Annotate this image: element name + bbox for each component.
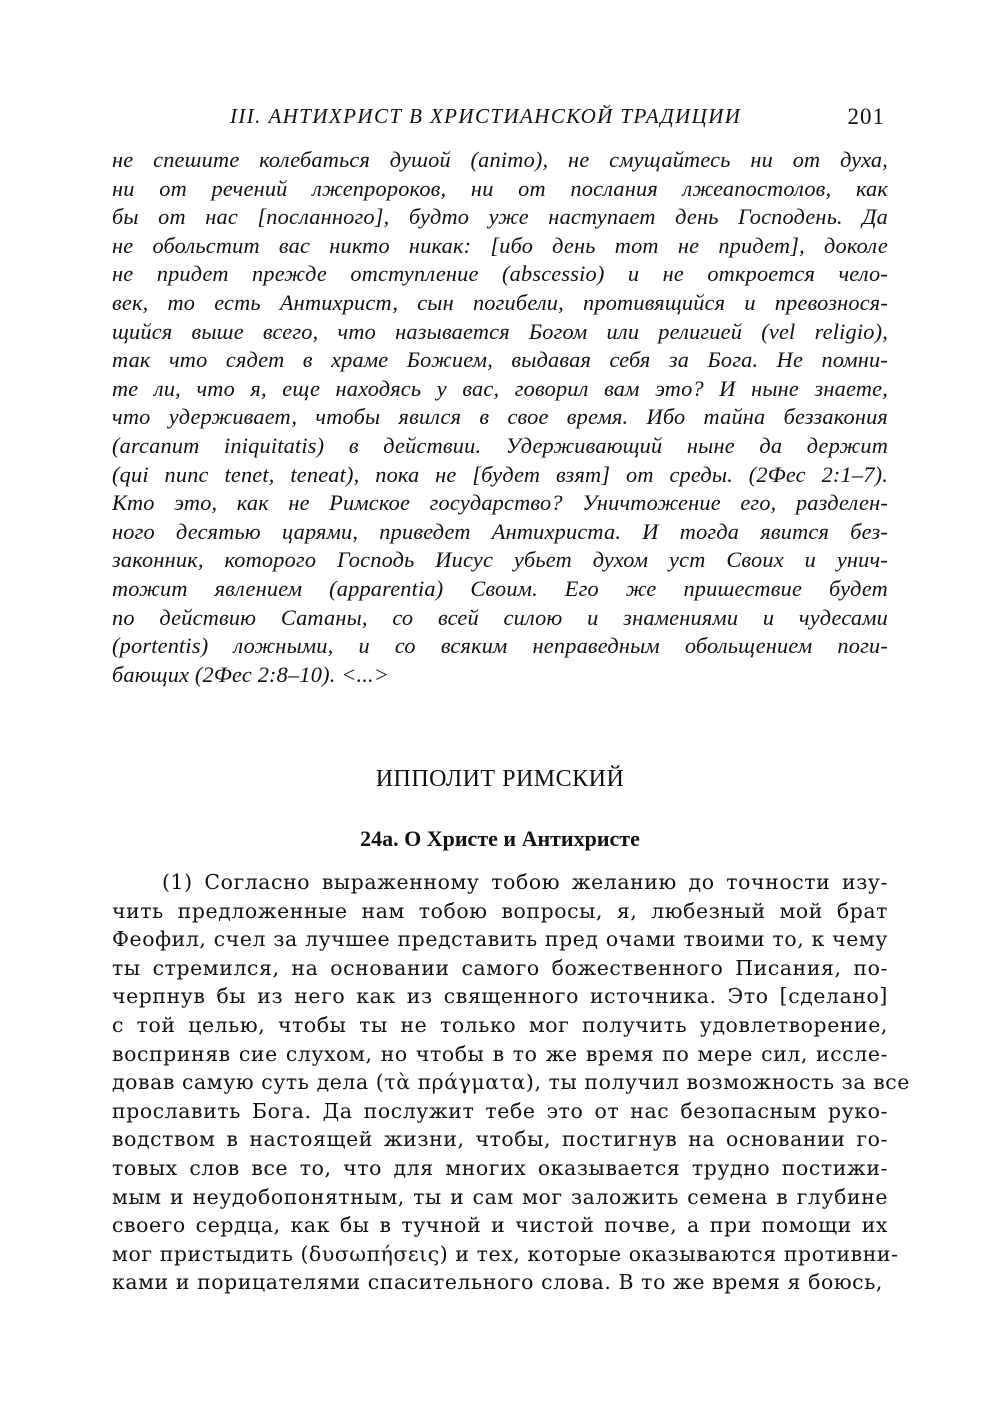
body-line: восприняв сие слухом, но чтобы в то же время по мере сил, иссле- bbox=[112, 1041, 888, 1066]
quote-line: век, то есть Антихрист, сын погибели, противящийся и превознося- bbox=[112, 289, 888, 315]
quote-line: щийся выше всего, что называется Богом или религией (vel religio), bbox=[112, 318, 888, 344]
quote-line: ни от речений лжепророков, ни от послания лжеапостолов, как bbox=[112, 175, 888, 201]
quote-line: (arcanum iniquitatis) в действии. Удерживающий ныне да держит bbox=[112, 432, 888, 458]
body-line: Феофил, счел за лучшее представить пред очами твоими то, к чему bbox=[112, 927, 888, 952]
quote-line: не придет прежде отступление (abscessio) и не откроется чело- bbox=[112, 261, 888, 287]
scripture-quote bbox=[112, 146, 888, 689]
quote-line: Кто это, как не Римское государство? Уничтожение его, разделен- bbox=[112, 490, 888, 516]
subsection-title: 24а. О Христе и Антихристе bbox=[360, 826, 640, 851]
page-number: 201 bbox=[847, 104, 885, 129]
quote-line: (portentis) ложными, и со всяким неправедным обольщением поги- bbox=[112, 633, 888, 659]
body-line: своего сердца, как бы в тучной и чистой почве, а при помощи их bbox=[112, 1213, 888, 1238]
body-line: товых слов все то, что для многих оказывается трудно постижи- bbox=[112, 1155, 888, 1180]
quote-line: так что сядет в храме Божием, выдавая себя за Бога. Не помни- bbox=[112, 347, 888, 373]
body-line: ты стремился, на основании самого божественного Писания, по- bbox=[112, 955, 888, 980]
body-line: с той целью, чтобы ты не только мог получить удовлетворение, bbox=[112, 1012, 888, 1037]
body-line: водством в настоящей жизни, чтобы, постигнув на основании го- bbox=[112, 1127, 888, 1152]
quote-line: по действию Сатаны, со всей силою и знамениями и чудесами bbox=[112, 604, 888, 630]
quote-line: что удерживает, чтобы явился в свое время. Ибо тайна беззакония bbox=[112, 404, 888, 430]
quote-line: тожит явлением (apparentia) Своим. Его же пришествие будет bbox=[112, 575, 888, 601]
quote-line: законник, которого Господь Иисус убьет духом уст Своих и унич- bbox=[112, 547, 888, 573]
body-line: довав самую суть дела (τὰ πράγματα), ты получил возможность за все bbox=[112, 1070, 910, 1095]
body-line: (1) Согласно выраженному тобою желанию до точности изу- bbox=[162, 870, 888, 894]
quote-line: не обольстит вас никто никак: [ибо день тот не придет], доколе bbox=[112, 232, 888, 258]
body-line: мым и неудобопонятным, ты и сам мог заложить семена в глубине bbox=[112, 1184, 888, 1209]
body-line: прославить Бога. Да послужит тебе это от нас безопасным руко- bbox=[112, 1098, 888, 1123]
body-line: ками и порицателями спасительного слова. В то же время я боюсь, bbox=[112, 1270, 883, 1295]
body-line: чить предложенные нам тобою вопросы, я, любезный мой брат bbox=[112, 898, 888, 923]
quote-line: ного десятью царями, приведет Антихриста. И тогда явится без- bbox=[112, 518, 888, 544]
section-title: ИППОЛИТ РИМСКИЙ bbox=[375, 766, 625, 792]
quote-line: не спешите колебаться душой (animo), не смущайтесь ни от духа, bbox=[112, 147, 888, 172]
running-head: III. АНТИХРИСТ В ХРИСТИАНСКОЙ ТРАДИЦИИ bbox=[230, 104, 742, 128]
quote-line: те ли, что я, еще находясь у вас, говорил вам это? И ныне знаете, bbox=[112, 375, 888, 401]
body-paragraph bbox=[112, 868, 910, 1297]
body-line: черпнув бы из него как из священного источника. Это [сделано] bbox=[112, 984, 888, 1009]
quote-line: бающих (2Фес 2:8–10). <...> bbox=[112, 661, 390, 687]
quote-line: (qui nunc tenet, teneat), пока не [будет взят] от среды. (2Фес 2:1–7). bbox=[112, 461, 888, 487]
body-line: мог пристыдить (δυσωπήσεις) и тех, которые оказываются противни- bbox=[112, 1241, 899, 1266]
quote-line: бы от нас [посланного], будто уже наступает день Господень. Да bbox=[112, 204, 888, 230]
